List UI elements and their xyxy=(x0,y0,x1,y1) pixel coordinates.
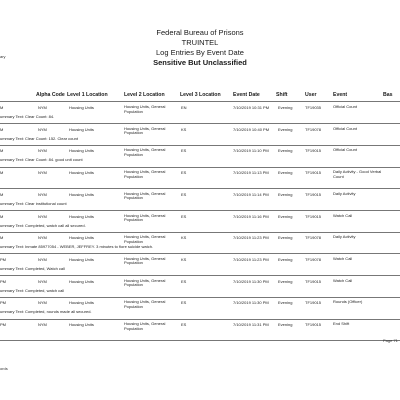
col-event: Event xyxy=(333,92,348,98)
column-headers xyxy=(0,92,400,101)
row-level3-location: ES xyxy=(181,278,187,284)
col-level2-location: Level 2 Location xyxy=(124,92,165,98)
row-level3-location: KS xyxy=(181,235,187,241)
row-summary-text: ummary Text: Clear Count: 84. good unit count xyxy=(0,157,83,163)
row-event-date: 7/10/2019 11:23 PM xyxy=(233,235,269,241)
row-level2-location: Housing Units, General Population xyxy=(124,321,166,331)
row-level1-location: Housing Units xyxy=(69,300,94,306)
row-level2-location: Housing Units, General Population xyxy=(124,125,166,136)
row-level2-location: Housing Units, General Population xyxy=(124,277,166,288)
row-level1-location: Housing Units xyxy=(69,170,94,176)
row-time: PM xyxy=(0,278,6,284)
row-alpha-code: NYM xyxy=(38,300,47,306)
row-alpha-code: NYM xyxy=(38,278,47,284)
row-event-date: 7/10/2019 10:31 PM xyxy=(233,105,270,110)
row-user: TF19015 xyxy=(305,300,322,306)
header-rule xyxy=(0,101,400,102)
table-row xyxy=(0,320,400,342)
row-level3-location: ES xyxy=(181,170,187,176)
row-time: M xyxy=(0,126,4,132)
row-level2-location: Housing Units, General Population xyxy=(124,104,166,114)
report-header xyxy=(0,28,400,68)
left-margin-stub: ary xyxy=(0,54,6,59)
row-time: M xyxy=(0,213,4,219)
row-event-date: 7/10/2019 11:10 PM xyxy=(233,148,269,154)
row-level1-location: Housing Units xyxy=(69,105,94,110)
row-level2-location: Housing Units, General Population xyxy=(124,299,166,309)
col-alpha-code: Alpha Code xyxy=(36,92,65,98)
row-event-date: 7/10/2019 11:31 PM xyxy=(233,322,269,327)
row-level1-location: Housing Units xyxy=(69,278,94,284)
agency-name: Federal Bureau of Prisons xyxy=(156,28,244,37)
row-time: M xyxy=(0,235,4,241)
row-alpha-code: NYM xyxy=(38,213,47,219)
row-event: End Shift xyxy=(333,321,350,326)
row-event-date: 7/10/2019 11:30 PM xyxy=(233,300,269,306)
page-number: Page 71 xyxy=(383,338,398,343)
row-level1-location: Housing Units xyxy=(69,126,94,132)
row-level3-location: EN xyxy=(181,105,187,110)
row-level2-location: Housing Units, General Population xyxy=(124,147,166,157)
row-level1-location: Housing Units xyxy=(69,213,94,219)
row-level2-location: Housing Units, General Population xyxy=(124,212,166,223)
report-title: Log Entries By Event Date xyxy=(156,48,244,57)
row-user: TF19078 xyxy=(305,235,322,241)
row-shift: Evening xyxy=(278,148,293,154)
row-user: TF19015 xyxy=(305,278,322,284)
row-shift: Evening xyxy=(278,235,293,241)
row-event: Daily Activity - Good Verbal Count xyxy=(333,169,382,179)
row-user: TF19015 xyxy=(305,148,322,154)
row-level2-location: Housing Units, General Population xyxy=(124,255,166,266)
col-shift: Shift xyxy=(276,92,288,98)
row-shift: Evening xyxy=(278,126,293,132)
row-user: TF19015 xyxy=(305,322,322,327)
row-level2-location: Housing Units, General Population xyxy=(124,190,166,201)
row-level1-location: Housing Units xyxy=(69,191,94,197)
row-summary-text: ummary Text: Completed, rounds made all secured. xyxy=(0,309,92,315)
row-shift: Evening xyxy=(278,191,293,197)
col-level1-location: Level 1 Location xyxy=(67,92,108,98)
footer-stub: ords xyxy=(0,366,8,371)
row-level2-location: Housing Units, General Population xyxy=(124,169,166,179)
row-level3-location: ES xyxy=(181,148,187,154)
row-event: Rounds (Officer) xyxy=(333,299,363,305)
row-summary-text: ummary Text: Clear Count: 152. Clear count xyxy=(0,135,78,141)
row-event: Watch Call xyxy=(333,212,353,218)
row-level3-location: KS xyxy=(181,256,187,262)
row-alpha-code: NYM xyxy=(38,256,47,262)
row-event-date: 7/10/2019 11:23 PM xyxy=(233,256,269,262)
row-level3-location: KS xyxy=(181,126,187,132)
row-time: M xyxy=(0,105,4,110)
row-level1-location: Housing Units xyxy=(69,148,94,154)
col-user: User xyxy=(305,92,317,98)
row-user: TF19015 xyxy=(305,170,322,176)
row-alpha-code: NYM xyxy=(38,235,47,241)
row-time: PM xyxy=(0,300,6,306)
row-shift: Evening xyxy=(278,213,293,219)
row-level1-location: Housing Units xyxy=(69,235,94,241)
row-shift: Evening xyxy=(278,300,293,306)
row-summary-text: ummary Text: Completed, Watch call xyxy=(0,265,65,271)
row-time: M xyxy=(0,191,4,197)
row-shift: Evening xyxy=(278,105,293,110)
row-user: TF19035 xyxy=(305,105,322,110)
row-event-date: 7/10/2019 11:16 PM xyxy=(233,213,269,219)
table-row xyxy=(0,103,400,125)
col-level3-location: Level 3 Location xyxy=(180,92,221,98)
system-name: TRUINTEL xyxy=(181,38,219,47)
row-event-date: 7/10/2019 11:30 PM xyxy=(233,278,269,284)
col-base: Bas xyxy=(383,92,393,98)
row-summary-text: ummary Text: Completed, watch call xyxy=(0,287,65,293)
row-level1-location: Housing Units xyxy=(69,322,94,327)
row-alpha-code: NYM xyxy=(38,148,47,154)
row-alpha-code: NYM xyxy=(38,105,47,110)
row-event-date: 7/10/2019 11:13 PM xyxy=(233,170,269,176)
row-alpha-code: NYM xyxy=(38,322,47,327)
row-level3-location: ES xyxy=(181,191,187,197)
row-alpha-code: NYM xyxy=(38,170,47,176)
row-alpha-code: NYM xyxy=(38,191,47,197)
row-alpha-code: NYM xyxy=(38,126,47,132)
row-shift: Evening xyxy=(278,278,293,284)
row-user: TF19078 xyxy=(305,256,322,262)
row-summary-text: ummary Text: Clear institutional count xyxy=(0,200,67,206)
row-level3-location: ES xyxy=(181,322,187,327)
row-event: Daily Activity xyxy=(333,234,356,240)
row-time: M xyxy=(0,148,4,154)
row-event: Watch Call xyxy=(333,277,353,283)
row-shift: Evening xyxy=(278,170,293,176)
row-event: Watch Call xyxy=(333,255,353,261)
row-event-date: 7/10/2019 10:40 PM xyxy=(233,126,270,132)
row-event: Official Count xyxy=(333,125,357,131)
row-user: TF19078 xyxy=(305,126,322,132)
row-level3-location: ES xyxy=(181,300,187,306)
col-event-date: Event Date xyxy=(233,92,260,98)
row-event: Official Count xyxy=(333,147,357,153)
row-level2-location: Housing Units, General Population xyxy=(124,234,166,244)
row-summary-text: ummary Text: Completed, watch call all secured. xyxy=(0,222,86,228)
row-level1-location: Housing Units xyxy=(69,256,94,262)
classification-label: Sensitive But Unclassified xyxy=(153,58,247,67)
row-event: Official Count xyxy=(333,104,357,109)
row-summary-text: ummary Text: Inmate 85977054 - WEBER, JEFFREY. 3 minutes to fiore suicide watch. xyxy=(0,244,154,250)
row-event: Daily Activity xyxy=(333,190,356,196)
row-user: TF19015 xyxy=(305,191,322,197)
row-event-date: 7/10/2019 11:14 PM xyxy=(233,191,269,197)
row-summary-text: ummary Text: Clear Count: 84. xyxy=(0,114,55,119)
row-time: PM xyxy=(0,322,6,327)
row-level3-location: ES xyxy=(181,213,187,219)
row-user: TF19015 xyxy=(305,213,322,219)
row-time: PM xyxy=(0,256,6,262)
row-shift: Evening xyxy=(278,256,293,262)
row-time: M xyxy=(0,170,4,176)
row-shift: Evening xyxy=(278,322,293,327)
row-divider xyxy=(0,340,400,341)
table-row xyxy=(0,168,400,190)
